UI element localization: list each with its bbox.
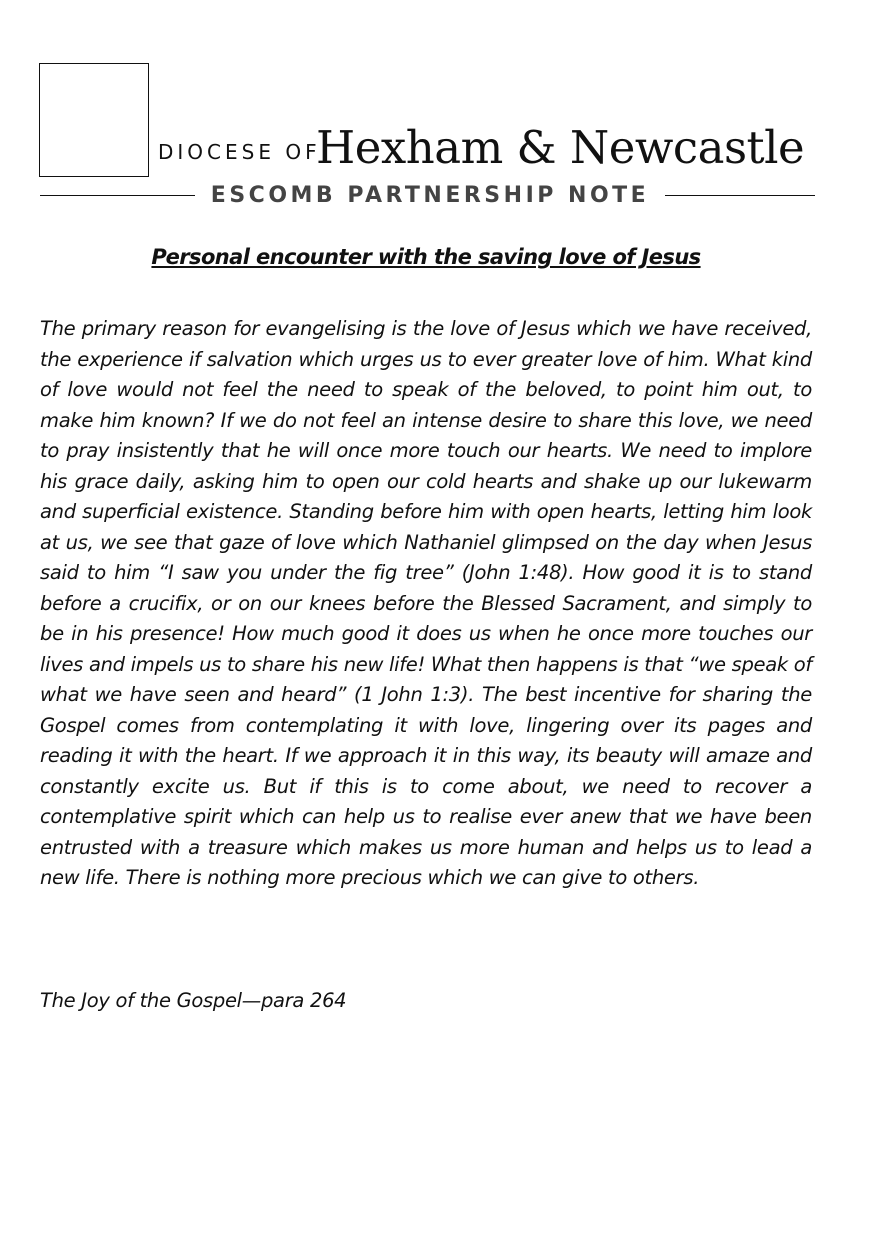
partnership-note-subtitle: ESCOMB PARTNERSHIP NOTE — [210, 183, 650, 208]
divider-left — [40, 195, 195, 196]
diocese-name: Hexham & Newcastle — [316, 121, 805, 174]
article-title: Personal encounter with the saving love of Jesus — [151, 245, 701, 269]
diocese-prefix: DIOCESE OF — [158, 140, 321, 164]
article-citation: The Joy of the Gospel—para 264 — [40, 989, 347, 1012]
divider-right — [665, 195, 815, 196]
logo-placeholder — [39, 63, 149, 177]
article-body: The primary reason for evangelising is the love of Jesus which we have received, the experience if salvation which urges us to ever greater love of him. What kind of love would not feel the need to speak of the beloved, to point him out, to make him known? If we do not feel an intense desire to share this love, we need to pray insistently that he will once more touch our hearts. We need to implore his grace daily, asking him to open our cold hearts and shake up our lukewarm and superficial existence. Standing before him with open hearts, letting him look at us, we see that gaze of love which Nathaniel glimpsed on the day when Jesus said to him “I saw you under the fig tree” (John 1:48). How good it is to stand before a crucifix, or on our knees before the Blessed Sacrament, and simply to be in his presence! How much good it does us when he once more touches our lives and impels us to share his new life! What then happens is that “we speak of what we have seen and heard” (1 John 1:3). The best incentive for sharing the Gospel comes from contemplating it with love, lingering over its pages and reading it with the heart. If we approach it in this way, its beauty will amaze and constantly excite us. But if this is to come about, we need to recover a contemplative spirit which can help us to realise ever anew that we have been entrusted with a treasure which makes us more human and helps us to lead a new life. There is nothing more precious which we can give to others. — [40, 317, 812, 889]
